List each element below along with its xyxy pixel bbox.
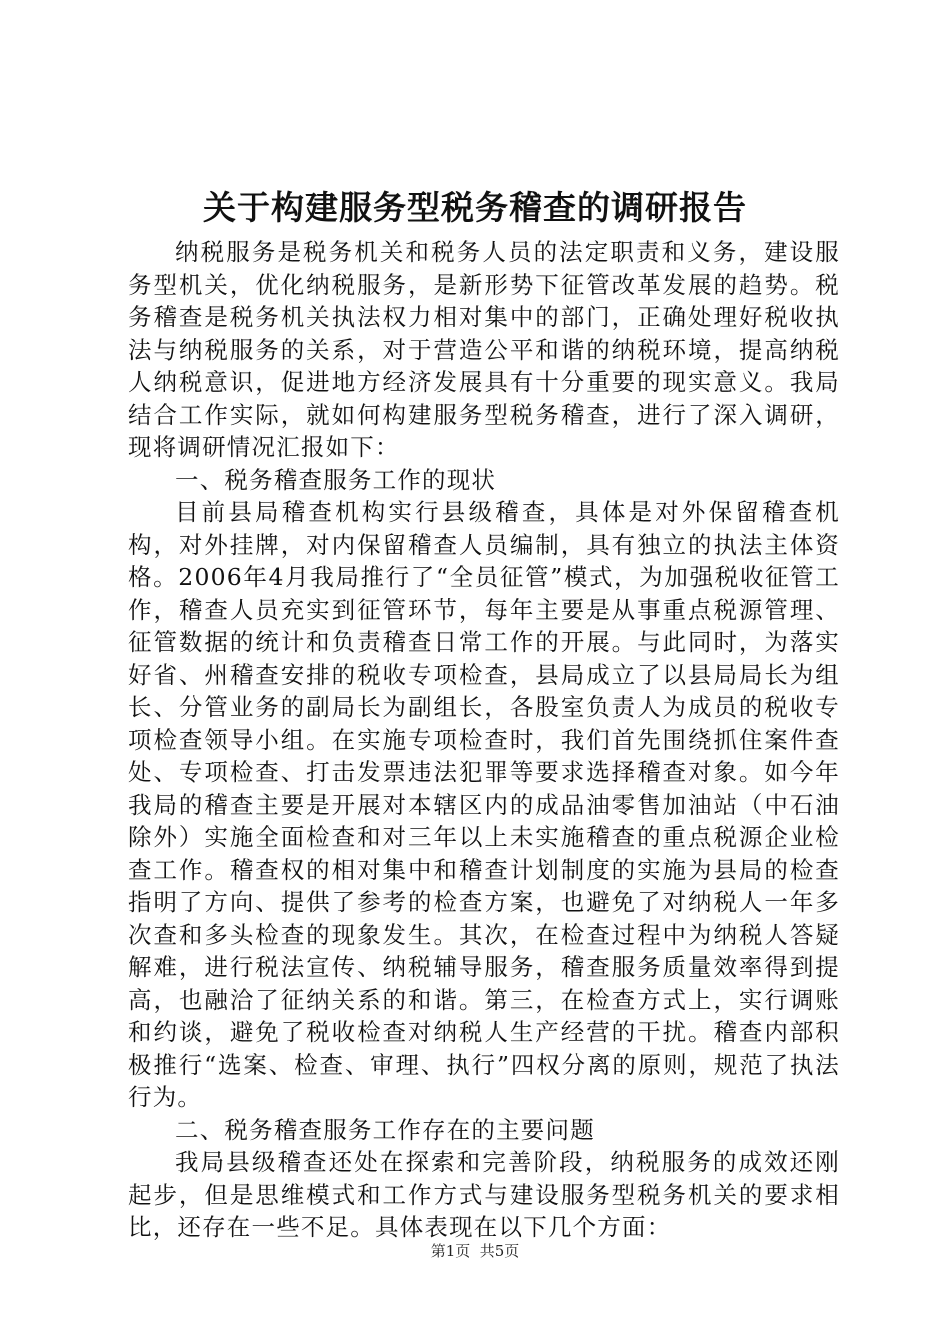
page-footer	[0, 1240, 950, 1262]
document-body	[128, 236, 840, 1244]
paragraph-intro: 纳税服务是税务机关和税务人员的法定职责和义务，建设服务型机关，优化纳税服务，是新形势下征管改革发展的趋势。税务稽查是税务机关执法权力相对集中的部门，正确处理好税收执法与纳税服务的关系，对于营造公平和谐的纳税环境，提高纳税人纳税意识，促进地方经济发展具有十分重要的现实意义。我局结合工作实际，就如何构建服务型税务稽查，进行了深入调研，现将调研情况汇报如下：	[128, 238, 840, 461]
paragraph-current-status: 目前县局稽查机构实行县级稽查，具体是对外保留稽查机构，对外挂牌，对内保留稽查人员编制，具有独立的执法主体资格。2006年4月我局推行了“全员征管”模式，为加强税收征管工作，稽查人员充实到征管环节，每年主要是从事重点税源管理、征管数据的统计和负责稽查日常工作的开展。与此同时，为落实好省、州稽查安排的税收专项检查，县局成立了以县局局长为组长、分管业务的副局长为副组长，各股室负责人为成员的税收专项检查领导小组。在实施专项检查时，我们首先围绕抓住案件查处、专项检查、打击发票违法犯罪等要求选择稽查对象。如今年我局的稽查主要是开展对本辖区内的成品油零售加油站（中石油除外）实施全面检查和对三年以上未实施稽查的重点税源企业检查工作。稽查权的相对集中和稽查计划制度的实施为县局的检查指明了方向、提供了参考的检查方案，也避免了对纳税人一年多次查和多头检查的现象发生。其次，在检查过程中为纳税人答疑解难，进行税法宣传、纳税辅导服务，稽查服务质量效率得到提高，也融洽了征纳关系的和谐。第三，在检查方式上，实行调账和约谈，避免了税收检查对纳税人生产经营的干扰。稽查内部积极推行“选案、检查、审理、执行”四权分离的原则，规范了执法行为。	[128, 498, 840, 1111]
page-number: 第1页 共5页	[430, 1242, 520, 1260]
paragraph-problems: 我局县级稽查还处在探索和完善阶段，纳税服务的成效还刚起步，但是思维模式和工作方式与建设服务型税务机关的要求相比，还存在一些不足。具体表现在以下几个方面：	[128, 1148, 840, 1241]
section-heading-1: 一、税务稽查服务工作的现状	[175, 465, 497, 494]
page-title: 关于构建服务型税务稽查的调研报告	[203, 188, 747, 227]
section-heading-2: 二、税务稽查服务工作存在的主要问题	[175, 1115, 595, 1144]
